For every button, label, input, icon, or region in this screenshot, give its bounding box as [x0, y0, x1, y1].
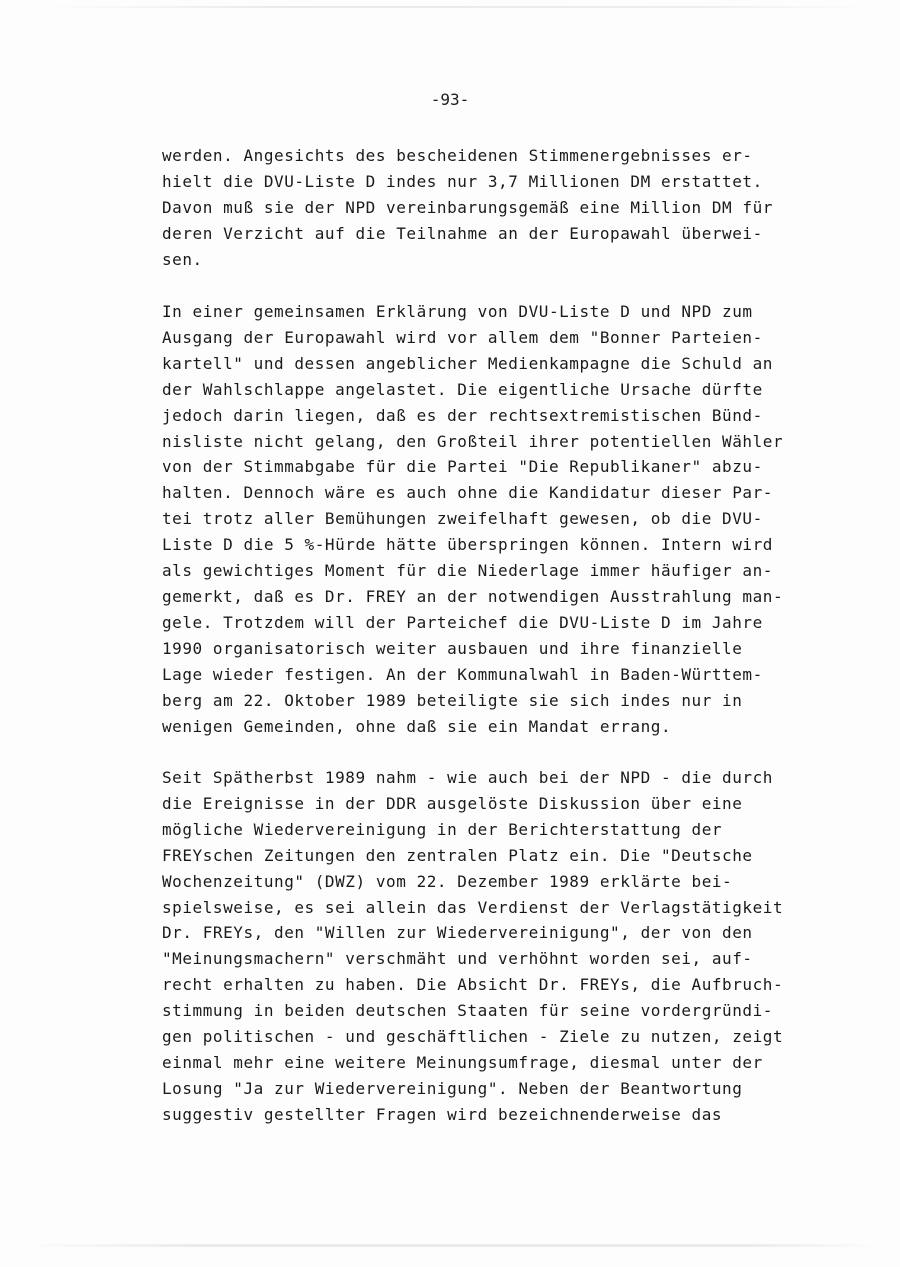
text-line: der Wahlschlappe angelastet. Die eigentliche Ursache dürfte	[162, 379, 763, 399]
text-line: suggestiv gestellter Fragen wird bezeichnenderweise das	[162, 1104, 723, 1124]
text-line: Losung "Ja zur Wiedervereinigung". Neben der Beantwortung	[162, 1078, 743, 1098]
text-line: Seit Spätherbst 1989 nahm - wie auch bei der NPD - die durch	[162, 768, 773, 787]
paragraph-1	[162, 143, 822, 273]
text-line: Wochenzeitung" (DWZ) vom 22. Dezember 1989 erklärte bei-	[162, 871, 733, 891]
text-line: hielt die DVU-Liste D indes nur 3,7 Millionen DM erstattet.	[162, 171, 763, 191]
text-line: als gewichtiges Moment für die Niederlage immer häufiger an-	[162, 561, 773, 581]
text-line: jedoch darin liegen, daß es der rechtsextremistischen Bünd-	[162, 405, 763, 425]
text-line: Ausgang der Europawahl wird vor allem dem "Bonner Parteien-	[162, 327, 763, 347]
text-line: gen politischen - und geschäftlichen - Ziele zu nutzen, zeigt	[162, 1027, 784, 1047]
text-line: FREYschen Zeitungen den zentralen Platz ein. Die "Deutsche	[162, 845, 753, 865]
text-line: spielsweise, es sei allein das Verdienst der Verlagstätigkeit	[162, 897, 784, 917]
text-line: einmal mehr eine weitere Meinungsumfrage, diesmal unter der	[162, 1052, 763, 1072]
text-line: In einer gemeinsamen Erklärung von DVU-Liste D und NPD zum	[162, 302, 753, 321]
text-line: von der Stimmabgabe für die Partei "Die Republikaner" abzu-	[162, 457, 763, 477]
text-line: gemerkt, daß es Dr. FREY an der notwendigen Ausstrahlung man-	[162, 586, 784, 606]
text-line: Liste D die 5 %-Hürde hätte überspringen können. Intern wird	[162, 535, 773, 555]
paragraph-3	[162, 765, 822, 1128]
text-line: kartell" und dessen angeblicher Medienkampagne die Schuld an	[162, 353, 773, 373]
text-line: berg am 22. Oktober 1989 beteiligte sie sich indes nur in	[162, 690, 743, 710]
text-line: gele. Trotzdem will der Parteichef die DVU-Liste D im Jahre	[162, 612, 763, 632]
text-line: Davon muß sie der NPD vereinbarungsgemäß eine Million DM für	[162, 197, 773, 217]
text-line: nisliste nicht gelang, den Großteil ihrer potentiellen Wähler	[162, 431, 784, 451]
text-line: tei trotz aller Bemühungen zweifelhaft gewesen, ob die DVU-	[162, 509, 763, 529]
paragraph-2	[162, 299, 822, 739]
text-line: werden. Angesichts des bescheidenen Stimmenergebnisses er-	[162, 146, 753, 165]
scan-edge-top	[40, 6, 870, 8]
text-line: mögliche Wiedervereinigung in der Berichterstattung der	[162, 819, 723, 839]
text-line: Lage wieder festigen. An der Kommunalwahl in Baden-Württem-	[162, 664, 763, 684]
text-line: halten. Dennoch wäre es auch ohne die Kandidatur dieser Par-	[162, 483, 773, 503]
text-line: deren Verzicht auf die Teilnahme an der Europawahl überwei-	[162, 223, 763, 243]
scan-edge-bottom	[20, 1244, 880, 1247]
page-number: -93-	[430, 90, 470, 109]
text-line: 1990 organisatorisch weiter ausbauen und ihre finanzielle	[162, 638, 743, 658]
text-line: "Meinungsmachern" verschmäht und verhöhnt worden sei, auf-	[162, 949, 753, 969]
text-line: stimmung in beiden deutschen Staaten für seine vordergründi-	[162, 1001, 773, 1021]
text-line: recht erhalten zu haben. Die Absicht Dr. FREYs, die Aufbruch-	[162, 975, 784, 995]
text-line: wenigen Gemeinden, ohne daß sie ein Mandat errang.	[162, 716, 672, 736]
text-line: Dr. FREYs, den "Willen zur Wiedervereinigung", der von den	[162, 923, 753, 943]
text-line: die Ereignisse in der DDR ausgelöste Diskussion über eine	[162, 793, 743, 813]
text-line: sen.	[162, 249, 203, 269]
